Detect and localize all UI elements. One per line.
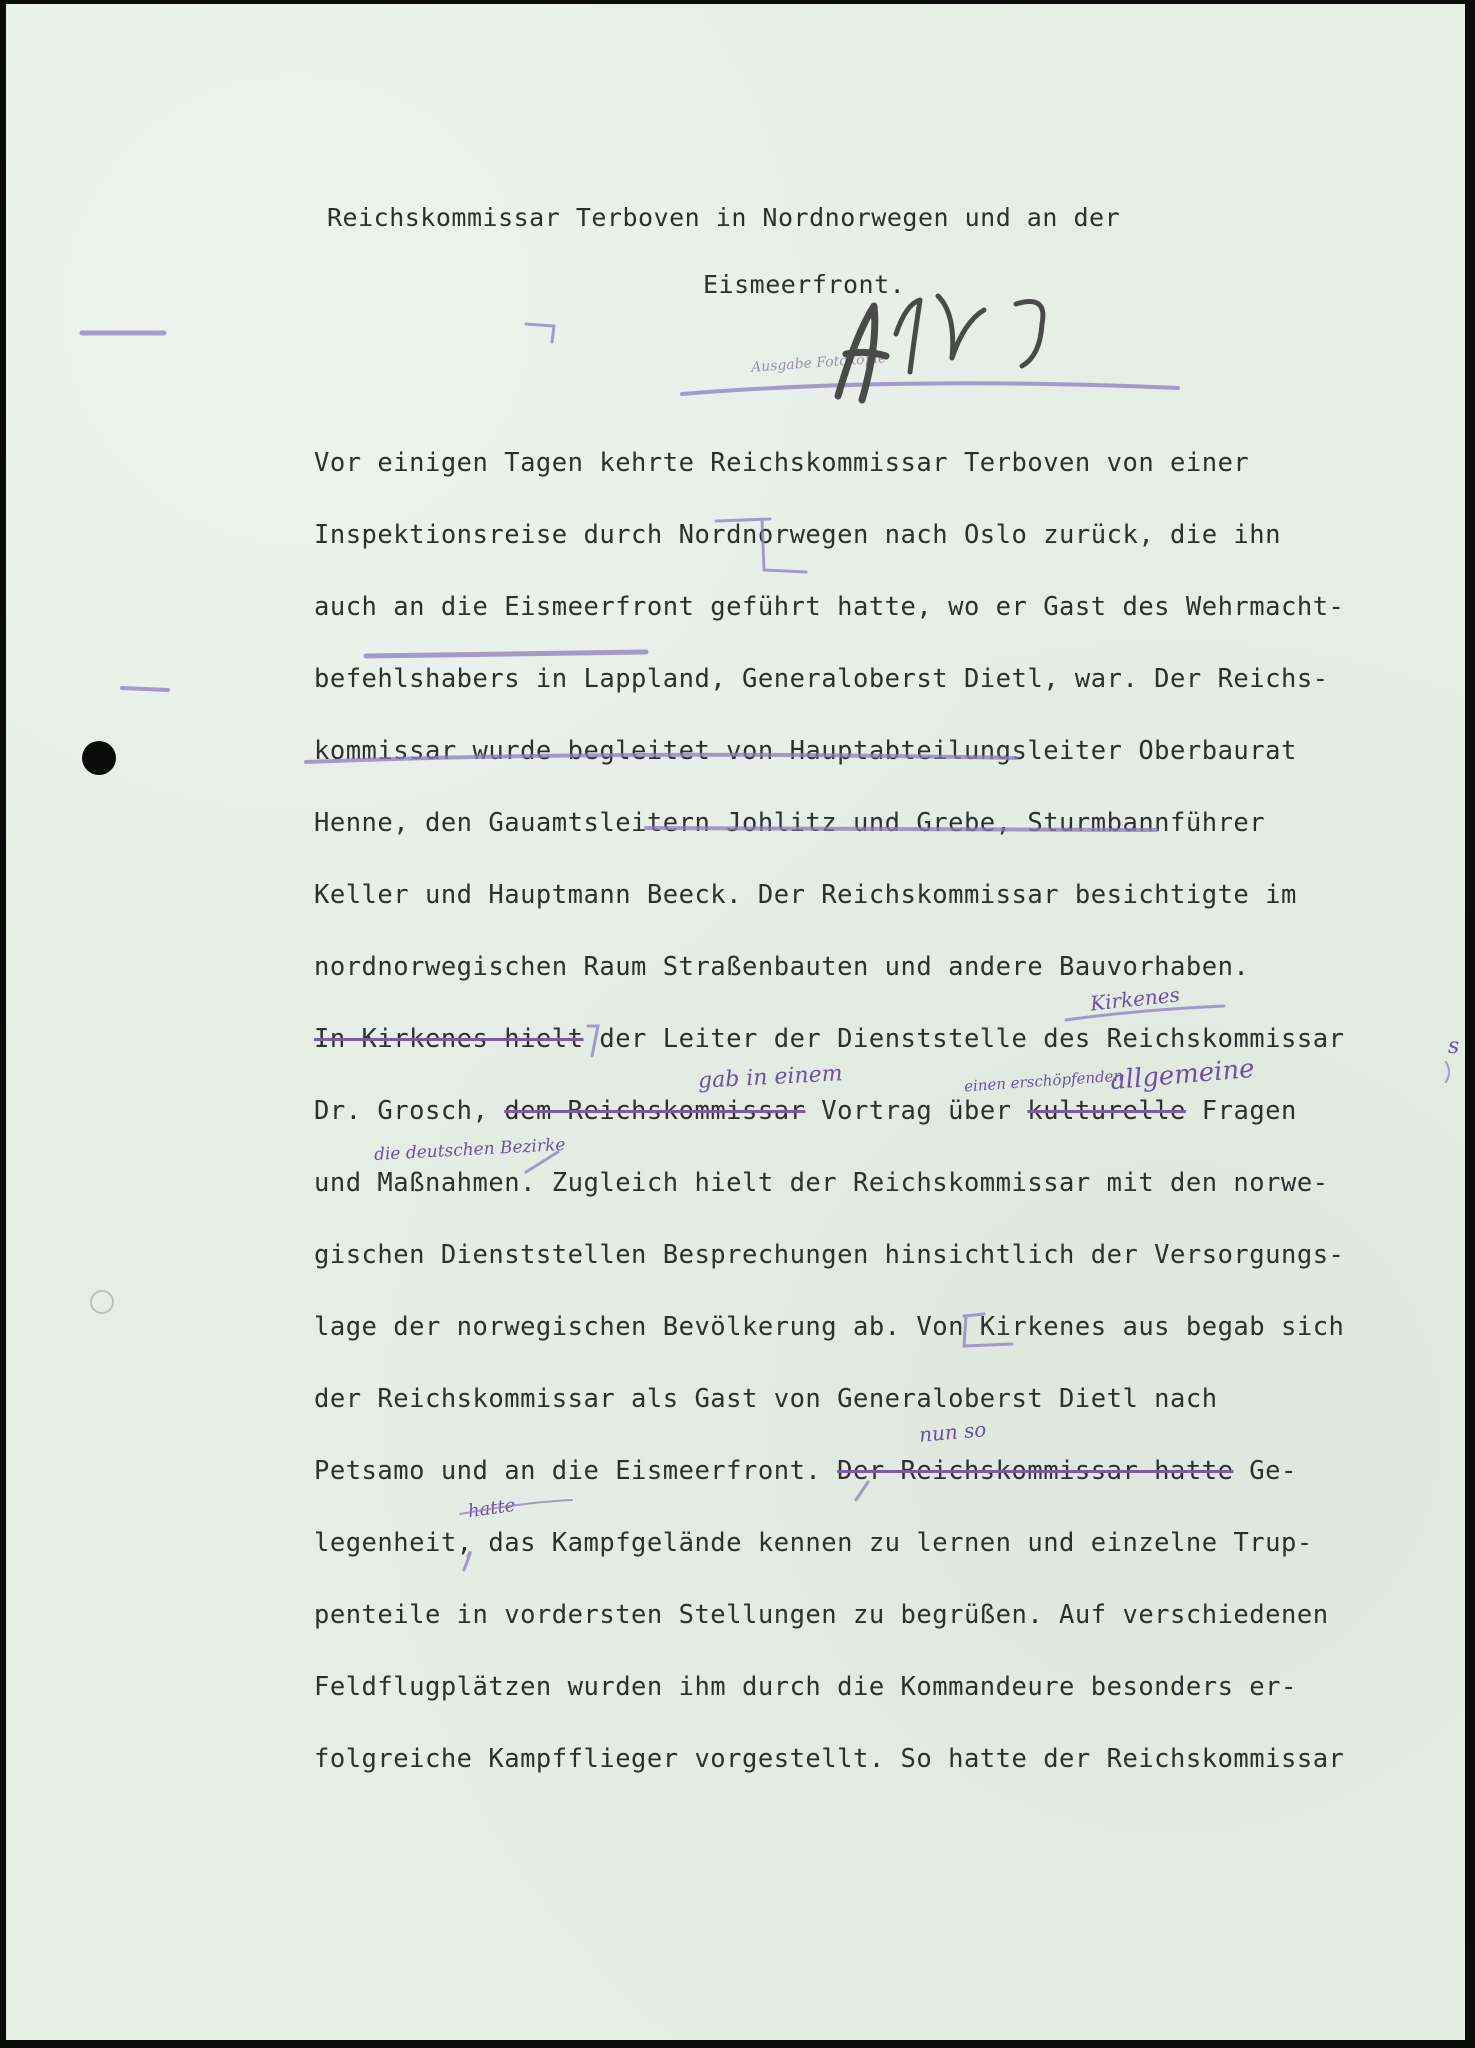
body-line-17: penteile in vordersten Stellungen zu begrüßen. Auf verschiedenen: [314, 1600, 1329, 1630]
body-line-19: folgreiche Kampfflieger vorgestellt. So hatte der Reichskommissar: [314, 1744, 1345, 1774]
annotation-plural-s: s: [1448, 1034, 1460, 1059]
body-text: Ge-: [1233, 1456, 1297, 1486]
punch-hole: [82, 741, 116, 775]
annotation-einen-erschoepfenden: einen erschöpfenden: [963, 1066, 1124, 1096]
struck-text: In Kirkenes hielt: [314, 1024, 584, 1054]
body-line-12: gischen Dienststellen Besprechungen hinsichtlich der Versorgungs-: [314, 1240, 1345, 1270]
body-line-14: der Reichskommissar als Gast von Generaloberst Dietl nach: [314, 1384, 1218, 1414]
body-line-16: legenheit, das Kampfgelände kennen zu lernen und einzelne Trup-: [314, 1528, 1313, 1558]
body-line-13: lage der norwegischen Bevölkerung ab. Von Kirkenes aus begab sich: [314, 1312, 1345, 1342]
margin-dash: [122, 688, 168, 690]
struck-text: dem Reichskommissar: [504, 1096, 806, 1126]
body-text: Vortrag über: [805, 1096, 1028, 1126]
document-title-line-1: Reichskommissar Terboven in Nordnorwegen und an der: [327, 203, 1121, 232]
annotation-die-deutschen-bezirke: die deutschen Bezirke: [373, 1135, 566, 1165]
body-text: Petsamo und an die Eismeerfront.: [314, 1456, 838, 1486]
document-title-line-2: Eismeerfront.: [703, 270, 906, 299]
body-line-9: [314, 1024, 1345, 1054]
annotation-allgemeine: allgemeine: [1108, 1053, 1256, 1097]
document-page: [6, 4, 1465, 2040]
signature-mark: [838, 296, 1043, 400]
annotation-kirkenes: Kirkenes: [1088, 982, 1181, 1016]
body-line-11: und Maßnahmen. Zugleich hielt der Reichskommissar mit den norwe-: [314, 1168, 1329, 1198]
annotation-note-under-title: Ausgabe Fotokopie: [750, 350, 887, 376]
body-line-2: Inspektionsreise durch Nordnorwegen nach Oslo zurück, die ihn: [314, 520, 1281, 550]
struck-text: kulturelle: [1027, 1096, 1186, 1126]
body-text: der Leiter der Dienststelle: [583, 1024, 1028, 1054]
body-line-6: Henne, den Gauamtsleitern Johlitz und Grebe, Sturmbannführer: [314, 808, 1266, 838]
annotation-nun-so: nun so: [918, 1417, 988, 1447]
underline-befehlshabers: [366, 652, 646, 656]
body-text: des Reichskommissar: [1027, 1024, 1345, 1054]
body-line-5: kommissar wurde begleitet von Hauptabteilungsleiter Oberbaurat: [314, 736, 1297, 766]
body-line-8: nordnorwegischen Raum Straßenbauten und andere Bauvorhaben.: [314, 952, 1250, 982]
body-line-4: befehlshabers in Lappland, Generaloberst Dietl, war. Der Reichs-: [314, 664, 1329, 694]
body-line-18: Feldflugplätzen wurden ihm durch die Kommandeure besonders er-: [314, 1672, 1297, 1702]
insertion-mark: [1446, 1062, 1449, 1082]
pencil-marks-layer: [6, 4, 1465, 2040]
insertion-mark: [526, 324, 554, 342]
punch-hole-faint: [91, 1291, 113, 1313]
body-line-1: Vor einigen Tagen kehrte Reichskommissar Terboven von einer: [314, 448, 1250, 478]
annotation-gab-in-einem: gab in einem: [697, 1061, 844, 1094]
body-line-10: [314, 1096, 1297, 1126]
title-underline: [682, 383, 1178, 394]
body-text: Dr. Grosch,: [314, 1096, 505, 1126]
body-line-15: [314, 1456, 1297, 1486]
struck-text: Der Reichskommissar hatte: [837, 1456, 1234, 1486]
body-line-3: auch an die Eismeerfront geführt hatte, wo er Gast des Wehrmacht-: [314, 592, 1345, 622]
body-text: Fragen: [1185, 1096, 1297, 1126]
annotation-hatte: hatte: [466, 1494, 517, 1523]
body-line-7: Keller und Hauptmann Beeck. Der Reichskommissar besichtigte im: [314, 880, 1297, 910]
